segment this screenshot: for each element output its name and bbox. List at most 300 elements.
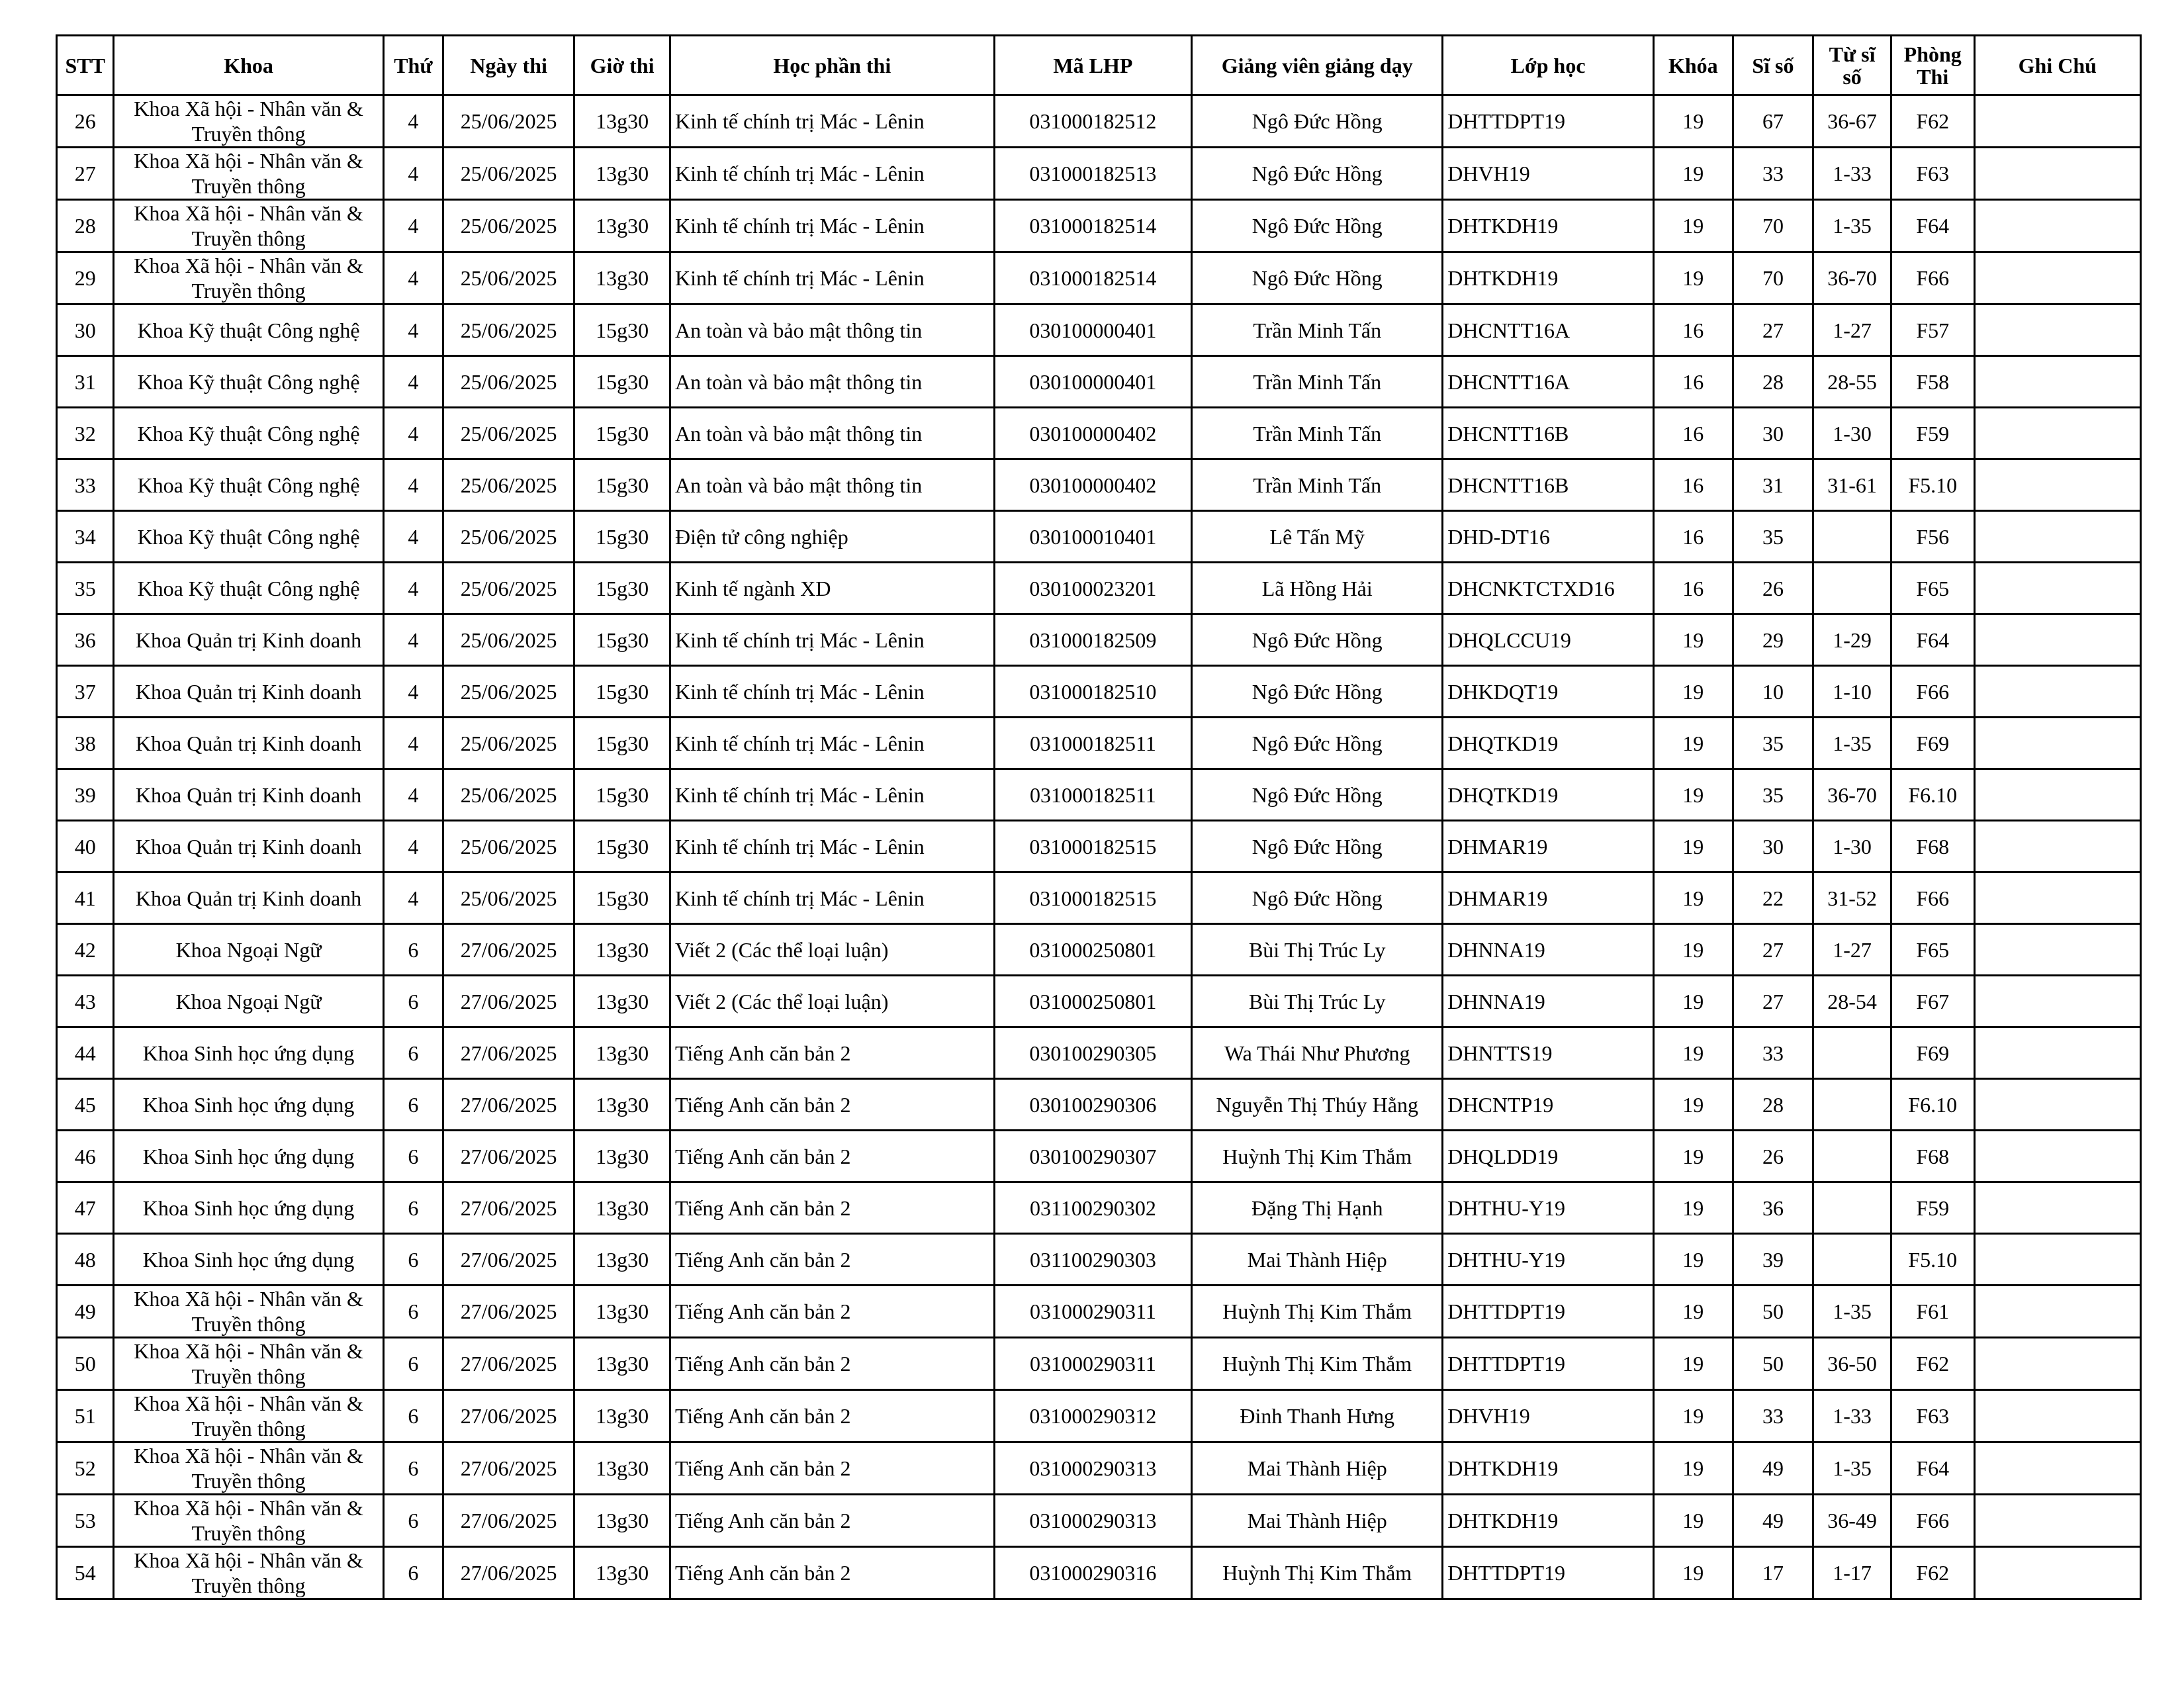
cell-thu: 4 xyxy=(383,305,443,356)
cell-khoa-hoc: 19 xyxy=(1653,1390,1733,1442)
cell-tu-si-so: 1-35 xyxy=(1813,200,1891,252)
cell-ngay-thi: 25/06/2025 xyxy=(443,252,574,305)
cell-lop-hoc: DHNNA19 xyxy=(1443,976,1654,1027)
cell-tu-si-so xyxy=(1813,1027,1891,1079)
cell-gio-thi: 15g30 xyxy=(574,872,670,924)
cell-thu: 6 xyxy=(383,1338,443,1390)
table-row xyxy=(57,769,2141,821)
cell-thu: 6 xyxy=(383,1234,443,1286)
cell-gio-thi: 15g30 xyxy=(574,718,670,769)
cell-stt: 34 xyxy=(57,511,114,563)
cell-lop-hoc: DHCNKTCTXD16 xyxy=(1443,563,1654,614)
cell-stt: 29 xyxy=(57,252,114,305)
cell-phong-thi: F61 xyxy=(1891,1286,1974,1338)
cell-ngay-thi: 25/06/2025 xyxy=(443,408,574,459)
cell-ngay-thi: 25/06/2025 xyxy=(443,821,574,872)
cell-khoa-hoc: 16 xyxy=(1653,511,1733,563)
table-row xyxy=(57,1286,2141,1338)
cell-lop-hoc: DHMAR19 xyxy=(1443,872,1654,924)
cell-ma-lhp: 031000290313 xyxy=(994,1495,1192,1547)
cell-tu-si-so: 28-55 xyxy=(1813,356,1891,408)
cell-lop-hoc: DHTHU-Y19 xyxy=(1443,1234,1654,1286)
cell-lop-hoc: DHVH19 xyxy=(1443,1390,1654,1442)
cell-thu: 6 xyxy=(383,1131,443,1182)
cell-lop-hoc: DHCNTT16B xyxy=(1443,408,1654,459)
cell-khoa-hoc: 19 xyxy=(1653,614,1733,666)
cell-ghi-chu xyxy=(1974,1495,2140,1547)
cell-hoc-phan-thi: Tiếng Anh căn bản 2 xyxy=(670,1495,994,1547)
cell-hoc-phan-thi: Kinh tế ngành XD xyxy=(670,563,994,614)
cell-stt: 39 xyxy=(57,769,114,821)
cell-lop-hoc: DHVH19 xyxy=(1443,148,1654,200)
cell-ghi-chu xyxy=(1974,1547,2140,1599)
cell-gio-thi: 15g30 xyxy=(574,821,670,872)
cell-phong-thi: F57 xyxy=(1891,305,1974,356)
table-row xyxy=(57,95,2141,148)
cell-khoa: Khoa Quản trị Kinh doanh xyxy=(114,614,383,666)
cell-giang-vien: Ngô Đức Hồng xyxy=(1192,769,1443,821)
cell-thu: 4 xyxy=(383,769,443,821)
cell-si-so: 49 xyxy=(1733,1442,1813,1495)
cell-giang-vien: Ngô Đức Hồng xyxy=(1192,252,1443,305)
cell-gio-thi: 13g30 xyxy=(574,200,670,252)
cell-giang-vien: Đinh Thanh Hưng xyxy=(1192,1390,1443,1442)
cell-si-so: 33 xyxy=(1733,1390,1813,1442)
table-row xyxy=(57,200,2141,252)
cell-khoa-hoc: 19 xyxy=(1653,1338,1733,1390)
cell-giang-vien: Mai Thành Hiệp xyxy=(1192,1495,1443,1547)
cell-si-so: 27 xyxy=(1733,976,1813,1027)
cell-hoc-phan-thi: Điện tử công nghiệp xyxy=(670,511,994,563)
cell-stt: 48 xyxy=(57,1234,114,1286)
cell-ma-lhp: 031000290316 xyxy=(994,1547,1192,1599)
cell-khoa: Khoa Quản trị Kinh doanh xyxy=(114,718,383,769)
cell-hoc-phan-thi: Kinh tế chính trị Mác - Lênin xyxy=(670,821,994,872)
col-header-ngay-thi: Ngày thi xyxy=(443,36,574,95)
cell-thu: 4 xyxy=(383,252,443,305)
cell-ma-lhp: 030100000402 xyxy=(994,408,1192,459)
cell-si-so: 27 xyxy=(1733,305,1813,356)
col-header-ma-lhp: Mã LHP xyxy=(994,36,1192,95)
cell-si-so: 28 xyxy=(1733,1079,1813,1131)
cell-ngay-thi: 27/06/2025 xyxy=(443,1182,574,1234)
cell-tu-si-so: 1-29 xyxy=(1813,614,1891,666)
cell-khoa: Khoa Quản trị Kinh doanh xyxy=(114,821,383,872)
cell-giang-vien: Huỳnh Thị Kim Thắm xyxy=(1192,1338,1443,1390)
cell-ma-lhp: 031000182511 xyxy=(994,718,1192,769)
cell-phong-thi: F5.10 xyxy=(1891,1234,1974,1286)
table-row xyxy=(57,148,2141,200)
cell-giang-vien: Ngô Đức Hồng xyxy=(1192,718,1443,769)
cell-hoc-phan-thi: Tiếng Anh căn bản 2 xyxy=(670,1338,994,1390)
cell-khoa: Khoa Sinh học ứng dụng xyxy=(114,1234,383,1286)
cell-si-so: 10 xyxy=(1733,666,1813,718)
cell-si-so: 35 xyxy=(1733,718,1813,769)
cell-stt: 51 xyxy=(57,1390,114,1442)
cell-phong-thi: F66 xyxy=(1891,872,1974,924)
table-row xyxy=(57,305,2141,356)
cell-stt: 54 xyxy=(57,1547,114,1599)
cell-tu-si-so: 36-70 xyxy=(1813,769,1891,821)
cell-lop-hoc: DHCNTT16A xyxy=(1443,356,1654,408)
col-header-giang-vien: Giảng viên giảng dạy xyxy=(1192,36,1443,95)
cell-thu: 6 xyxy=(383,1079,443,1131)
cell-thu: 4 xyxy=(383,821,443,872)
cell-ghi-chu xyxy=(1974,511,2140,563)
cell-hoc-phan-thi: Kinh tế chính trị Mác - Lênin xyxy=(670,614,994,666)
cell-giang-vien: Ngô Đức Hồng xyxy=(1192,872,1443,924)
cell-si-so: 26 xyxy=(1733,1131,1813,1182)
cell-si-so: 29 xyxy=(1733,614,1813,666)
cell-gio-thi: 13g30 xyxy=(574,1442,670,1495)
cell-lop-hoc: DHQLDD19 xyxy=(1443,1131,1654,1182)
cell-giang-vien: Wa Thái Như Phương xyxy=(1192,1027,1443,1079)
cell-gio-thi: 15g30 xyxy=(574,356,670,408)
cell-khoa: Khoa Quản trị Kinh doanh xyxy=(114,872,383,924)
cell-phong-thi: F63 xyxy=(1891,148,1974,200)
table-row xyxy=(57,718,2141,769)
cell-gio-thi: 15g30 xyxy=(574,511,670,563)
col-header-si-so: Sĩ số xyxy=(1733,36,1813,95)
cell-gio-thi: 13g30 xyxy=(574,1286,670,1338)
cell-tu-si-so: 1-30 xyxy=(1813,408,1891,459)
cell-phong-thi: F65 xyxy=(1891,563,1974,614)
cell-giang-vien: Ngô Đức Hồng xyxy=(1192,614,1443,666)
cell-khoa: Khoa Xã hội - Nhân văn & Truyền thông xyxy=(114,200,383,252)
col-header-thu: Thứ xyxy=(383,36,443,95)
cell-phong-thi: F66 xyxy=(1891,666,1974,718)
cell-khoa-hoc: 16 xyxy=(1653,356,1733,408)
cell-hoc-phan-thi: Kinh tế chính trị Mác - Lênin xyxy=(670,148,994,200)
cell-si-so: 36 xyxy=(1733,1182,1813,1234)
cell-khoa: Khoa Ngoại Ngữ xyxy=(114,976,383,1027)
cell-giang-vien: Lã Hồng Hải xyxy=(1192,563,1443,614)
cell-si-so: 22 xyxy=(1733,872,1813,924)
cell-stt: 40 xyxy=(57,821,114,872)
cell-khoa-hoc: 19 xyxy=(1653,821,1733,872)
cell-thu: 4 xyxy=(383,614,443,666)
cell-khoa-hoc: 19 xyxy=(1653,1131,1733,1182)
cell-ngay-thi: 27/06/2025 xyxy=(443,976,574,1027)
cell-phong-thi: F69 xyxy=(1891,1027,1974,1079)
cell-si-so: 27 xyxy=(1733,924,1813,976)
header-row xyxy=(57,36,2141,95)
cell-khoa-hoc: 19 xyxy=(1653,1234,1733,1286)
cell-ghi-chu xyxy=(1974,1182,2140,1234)
cell-si-so: 39 xyxy=(1733,1234,1813,1286)
cell-tu-si-so: 1-35 xyxy=(1813,1286,1891,1338)
cell-khoa: Khoa Xã hội - Nhân văn & Truyền thông xyxy=(114,1547,383,1599)
cell-ghi-chu xyxy=(1974,408,2140,459)
cell-khoa: Khoa Xã hội - Nhân văn & Truyền thông xyxy=(114,1442,383,1495)
cell-tu-si-so: 1-30 xyxy=(1813,821,1891,872)
cell-phong-thi: F64 xyxy=(1891,614,1974,666)
cell-ghi-chu xyxy=(1974,1390,2140,1442)
cell-stt: 28 xyxy=(57,200,114,252)
cell-si-so: 26 xyxy=(1733,563,1813,614)
cell-thu: 6 xyxy=(383,924,443,976)
cell-khoa: Khoa Kỹ thuật Công nghệ xyxy=(114,408,383,459)
cell-ghi-chu xyxy=(1974,252,2140,305)
cell-phong-thi: F66 xyxy=(1891,1495,1974,1547)
cell-lop-hoc: DHTKDH19 xyxy=(1443,252,1654,305)
cell-khoa-hoc: 19 xyxy=(1653,924,1733,976)
cell-lop-hoc: DHTKDH19 xyxy=(1443,1495,1654,1547)
cell-khoa-hoc: 19 xyxy=(1653,1079,1733,1131)
cell-ghi-chu xyxy=(1974,924,2140,976)
cell-tu-si-so: 1-17 xyxy=(1813,1547,1891,1599)
cell-lop-hoc: DHCNTT16A xyxy=(1443,305,1654,356)
cell-thu: 4 xyxy=(383,148,443,200)
table-row xyxy=(57,1234,2141,1286)
cell-gio-thi: 15g30 xyxy=(574,614,670,666)
table-row xyxy=(57,1338,2141,1390)
cell-hoc-phan-thi: Kinh tế chính trị Mác - Lênin xyxy=(670,769,994,821)
table-row xyxy=(57,1495,2141,1547)
cell-ghi-chu xyxy=(1974,1131,2140,1182)
cell-hoc-phan-thi: Tiếng Anh căn bản 2 xyxy=(670,1390,994,1442)
cell-phong-thi: F6.10 xyxy=(1891,769,1974,821)
cell-khoa: Khoa Xã hội - Nhân văn & Truyền thông xyxy=(114,1286,383,1338)
cell-khoa-hoc: 19 xyxy=(1653,1027,1733,1079)
cell-stt: 47 xyxy=(57,1182,114,1234)
cell-gio-thi: 13g30 xyxy=(574,1495,670,1547)
cell-ma-lhp: 031000250801 xyxy=(994,924,1192,976)
cell-tu-si-so: 31-52 xyxy=(1813,872,1891,924)
cell-khoa: Khoa Sinh học ứng dụng xyxy=(114,1079,383,1131)
cell-ghi-chu xyxy=(1974,356,2140,408)
cell-khoa-hoc: 19 xyxy=(1653,1495,1733,1547)
cell-si-so: 17 xyxy=(1733,1547,1813,1599)
cell-gio-thi: 13g30 xyxy=(574,252,670,305)
cell-gio-thi: 13g30 xyxy=(574,1338,670,1390)
cell-ngay-thi: 25/06/2025 xyxy=(443,872,574,924)
cell-stt: 36 xyxy=(57,614,114,666)
cell-hoc-phan-thi: Kinh tế chính trị Mác - Lênin xyxy=(670,666,994,718)
cell-thu: 4 xyxy=(383,718,443,769)
cell-khoa: Khoa Kỹ thuật Công nghệ xyxy=(114,356,383,408)
cell-giang-vien: Ngô Đức Hồng xyxy=(1192,666,1443,718)
cell-stt: 33 xyxy=(57,459,114,511)
table-row xyxy=(57,976,2141,1027)
cell-gio-thi: 13g30 xyxy=(574,1547,670,1599)
cell-stt: 37 xyxy=(57,666,114,718)
cell-ghi-chu xyxy=(1974,614,2140,666)
cell-giang-vien: Ngô Đức Hồng xyxy=(1192,821,1443,872)
cell-si-so: 33 xyxy=(1733,148,1813,200)
table-row xyxy=(57,666,2141,718)
cell-giang-vien: Bùi Thị Trúc Ly xyxy=(1192,924,1443,976)
cell-khoa-hoc: 19 xyxy=(1653,1547,1733,1599)
cell-giang-vien: Ngô Đức Hồng xyxy=(1192,200,1443,252)
cell-gio-thi: 15g30 xyxy=(574,408,670,459)
table-row xyxy=(57,511,2141,563)
cell-ma-lhp: 031000182511 xyxy=(994,769,1192,821)
cell-thu: 6 xyxy=(383,976,443,1027)
cell-si-so: 30 xyxy=(1733,408,1813,459)
cell-thu: 6 xyxy=(383,1442,443,1495)
cell-tu-si-so: 1-35 xyxy=(1813,1442,1891,1495)
cell-ngay-thi: 27/06/2025 xyxy=(443,1547,574,1599)
cell-khoa-hoc: 19 xyxy=(1653,95,1733,148)
cell-ma-lhp: 030100000401 xyxy=(994,356,1192,408)
cell-ma-lhp: 031000182509 xyxy=(994,614,1192,666)
cell-ngay-thi: 25/06/2025 xyxy=(443,305,574,356)
cell-tu-si-so xyxy=(1813,511,1891,563)
cell-ma-lhp: 031000290312 xyxy=(994,1390,1192,1442)
col-header-hoc-phan-thi: Học phần thi xyxy=(670,36,994,95)
cell-lop-hoc: DHCNTP19 xyxy=(1443,1079,1654,1131)
cell-si-so: 31 xyxy=(1733,459,1813,511)
cell-hoc-phan-thi: Kinh tế chính trị Mác - Lênin xyxy=(670,95,994,148)
cell-ngay-thi: 27/06/2025 xyxy=(443,1390,574,1442)
cell-phong-thi: F64 xyxy=(1891,200,1974,252)
cell-phong-thi: F67 xyxy=(1891,976,1974,1027)
cell-thu: 4 xyxy=(383,666,443,718)
table-row xyxy=(57,1547,2141,1599)
cell-giang-vien: Trần Minh Tấn xyxy=(1192,305,1443,356)
cell-ngay-thi: 25/06/2025 xyxy=(443,769,574,821)
cell-ma-lhp: 030100023201 xyxy=(994,563,1192,614)
cell-stt: 44 xyxy=(57,1027,114,1079)
cell-lop-hoc: DHNNA19 xyxy=(1443,924,1654,976)
col-header-khoa: Khoa xyxy=(114,36,383,95)
cell-lop-hoc: DHTTDPT19 xyxy=(1443,1547,1654,1599)
cell-ngay-thi: 25/06/2025 xyxy=(443,356,574,408)
cell-thu: 4 xyxy=(383,408,443,459)
table-row xyxy=(57,1390,2141,1442)
cell-tu-si-so: 1-33 xyxy=(1813,1390,1891,1442)
cell-phong-thi: F62 xyxy=(1891,1547,1974,1599)
cell-gio-thi: 15g30 xyxy=(574,769,670,821)
cell-ghi-chu xyxy=(1974,1027,2140,1079)
cell-giang-vien: Nguyễn Thị Thúy Hằng xyxy=(1192,1079,1443,1131)
cell-tu-si-so: 28-54 xyxy=(1813,976,1891,1027)
cell-stt: 43 xyxy=(57,976,114,1027)
cell-thu: 6 xyxy=(383,1495,443,1547)
cell-stt: 38 xyxy=(57,718,114,769)
cell-giang-vien: Mai Thành Hiệp xyxy=(1192,1234,1443,1286)
cell-giang-vien: Bùi Thị Trúc Ly xyxy=(1192,976,1443,1027)
cell-giang-vien: Đặng Thị Hạnh xyxy=(1192,1182,1443,1234)
cell-ngay-thi: 25/06/2025 xyxy=(443,511,574,563)
cell-ghi-chu xyxy=(1974,769,2140,821)
table-row xyxy=(57,821,2141,872)
cell-gio-thi: 15g30 xyxy=(574,459,670,511)
cell-lop-hoc: DHQTKD19 xyxy=(1443,769,1654,821)
cell-lop-hoc: DHTTDPT19 xyxy=(1443,1286,1654,1338)
cell-phong-thi: F58 xyxy=(1891,356,1974,408)
cell-phong-thi: F66 xyxy=(1891,252,1974,305)
cell-tu-si-so: 31-61 xyxy=(1813,459,1891,511)
cell-ghi-chu xyxy=(1974,459,2140,511)
cell-khoa: Khoa Kỹ thuật Công nghệ xyxy=(114,305,383,356)
cell-stt: 32 xyxy=(57,408,114,459)
col-header-ghi-chu: Ghi Chú xyxy=(1974,36,2140,95)
cell-ngay-thi: 25/06/2025 xyxy=(443,95,574,148)
col-header-phong-thi: Phòng Thi xyxy=(1891,36,1974,95)
cell-khoa-hoc: 19 xyxy=(1653,976,1733,1027)
cell-ngay-thi: 25/06/2025 xyxy=(443,614,574,666)
cell-gio-thi: 13g30 xyxy=(574,148,670,200)
cell-gio-thi: 13g30 xyxy=(574,1027,670,1079)
cell-si-so: 50 xyxy=(1733,1338,1813,1390)
cell-khoa-hoc: 16 xyxy=(1653,459,1733,511)
cell-ma-lhp: 031000182510 xyxy=(994,666,1192,718)
cell-ma-lhp: 031100290302 xyxy=(994,1182,1192,1234)
cell-phong-thi: F64 xyxy=(1891,1442,1974,1495)
cell-ma-lhp: 031000290313 xyxy=(994,1442,1192,1495)
cell-gio-thi: 13g30 xyxy=(574,95,670,148)
cell-si-so: 28 xyxy=(1733,356,1813,408)
col-header-lop-hoc: Lớp học xyxy=(1443,36,1654,95)
cell-giang-vien: Trần Minh Tấn xyxy=(1192,408,1443,459)
cell-khoa: Khoa Xã hội - Nhân văn & Truyền thông xyxy=(114,252,383,305)
cell-tu-si-so xyxy=(1813,1131,1891,1182)
cell-ghi-chu xyxy=(1974,1234,2140,1286)
cell-stt: 30 xyxy=(57,305,114,356)
cell-phong-thi: F62 xyxy=(1891,95,1974,148)
cell-stt: 26 xyxy=(57,95,114,148)
cell-lop-hoc: DHCNTT16B xyxy=(1443,459,1654,511)
cell-khoa-hoc: 16 xyxy=(1653,408,1733,459)
cell-hoc-phan-thi: Viết 2 (Các thể loại luận) xyxy=(670,924,994,976)
cell-si-so: 49 xyxy=(1733,1495,1813,1547)
cell-gio-thi: 13g30 xyxy=(574,1131,670,1182)
cell-gio-thi: 15g30 xyxy=(574,305,670,356)
cell-ngay-thi: 27/06/2025 xyxy=(443,1027,574,1079)
cell-hoc-phan-thi: Tiếng Anh căn bản 2 xyxy=(670,1079,994,1131)
cell-tu-si-so: 36-50 xyxy=(1813,1338,1891,1390)
cell-tu-si-so: 1-27 xyxy=(1813,924,1891,976)
cell-ghi-chu xyxy=(1974,95,2140,148)
cell-hoc-phan-thi: An toàn và bảo mật thông tin xyxy=(670,459,994,511)
cell-si-so: 50 xyxy=(1733,1286,1813,1338)
cell-ghi-chu xyxy=(1974,718,2140,769)
cell-hoc-phan-thi: Tiếng Anh căn bản 2 xyxy=(670,1027,994,1079)
table-row xyxy=(57,252,2141,305)
cell-hoc-phan-thi: Tiếng Anh căn bản 2 xyxy=(670,1442,994,1495)
cell-hoc-phan-thi: Tiếng Anh căn bản 2 xyxy=(670,1286,994,1338)
cell-ngay-thi: 25/06/2025 xyxy=(443,459,574,511)
cell-ma-lhp: 030100290307 xyxy=(994,1131,1192,1182)
cell-ghi-chu xyxy=(1974,666,2140,718)
cell-phong-thi: F65 xyxy=(1891,924,1974,976)
cell-khoa: Khoa Xã hội - Nhân văn & Truyền thông xyxy=(114,1338,383,1390)
cell-khoa-hoc: 19 xyxy=(1653,718,1733,769)
cell-gio-thi: 13g30 xyxy=(574,1390,670,1442)
cell-ma-lhp: 031000182513 xyxy=(994,148,1192,200)
cell-khoa: Khoa Xã hội - Nhân văn & Truyền thông xyxy=(114,1495,383,1547)
cell-tu-si-so: 36-67 xyxy=(1813,95,1891,148)
cell-lop-hoc: DHTHU-Y19 xyxy=(1443,1182,1654,1234)
cell-thu: 4 xyxy=(383,459,443,511)
col-header-stt: STT xyxy=(57,36,114,95)
cell-khoa-hoc: 16 xyxy=(1653,563,1733,614)
table-row xyxy=(57,872,2141,924)
cell-gio-thi: 13g30 xyxy=(574,924,670,976)
cell-khoa-hoc: 19 xyxy=(1653,1442,1733,1495)
cell-hoc-phan-thi: Tiếng Anh căn bản 2 xyxy=(670,1547,994,1599)
cell-ngay-thi: 25/06/2025 xyxy=(443,718,574,769)
cell-khoa: Khoa Quản trị Kinh doanh xyxy=(114,666,383,718)
cell-tu-si-so: 36-70 xyxy=(1813,252,1891,305)
cell-tu-si-so: 1-27 xyxy=(1813,305,1891,356)
cell-giang-vien: Lê Tấn Mỹ xyxy=(1192,511,1443,563)
cell-khoa: Khoa Xã hội - Nhân văn & Truyền thông xyxy=(114,1390,383,1442)
cell-khoa: Khoa Sinh học ứng dụng xyxy=(114,1182,383,1234)
table-row xyxy=(57,1079,2141,1131)
